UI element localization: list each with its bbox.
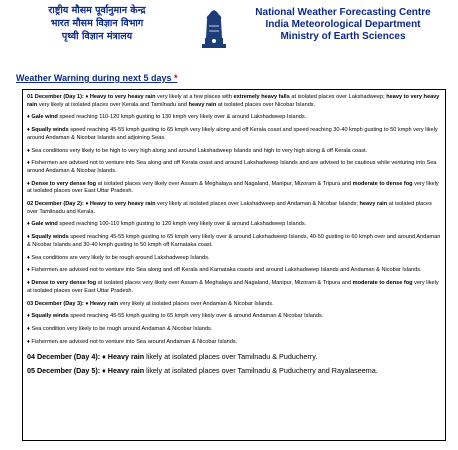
day3-rain-text: very likely at isolated places over Andaman & Nicobar Islands.	[118, 300, 274, 307]
day1-sea	[27, 148, 441, 156]
day2-rain-bold: ♦ Heavy to very heavy rain	[85, 201, 156, 208]
day1-fog-text: at isolated places very likely over Assam & Meghalaya and Nagaland, Manipur, Mizoram & Tripura and	[96, 180, 353, 187]
day2-sea-text: ♦ Sea conditions are very likely to be rough around Lakshadweep Islands.	[27, 254, 210, 261]
day3-squally-bold: ♦ Squally winds	[27, 313, 69, 320]
day2-squally-bold: ♦ Squally winds	[27, 234, 69, 241]
day1-gale	[27, 114, 441, 122]
warning-heading	[16, 73, 178, 83]
day4-rain-text: likely at isolated places over Tamilnadu & Puducherry.	[144, 351, 318, 361]
day1-rain-bold: heavy to very heavy rain	[27, 94, 440, 108]
day1-rain-bold: heavy rain	[188, 101, 217, 108]
day1-rain-bold: ♦ Heavy to very heavy rain	[85, 94, 156, 100]
day3-squally	[27, 313, 441, 321]
day5-rain	[27, 366, 441, 375]
day5-rain-bold: ♦ Heavy rain	[102, 365, 145, 375]
day1-rain-text: at isolated places over Lakshadweep;	[289, 94, 387, 100]
day1-fog-bold: moderate to dense fog	[352, 180, 413, 187]
warning-heading-text: Weather Warning during next 5 days	[16, 73, 172, 83]
english-line: Ministry of Earth Sciences	[280, 31, 406, 42]
heading-asterisk: *	[174, 73, 178, 83]
day5-label: 05 December (Day 5):	[27, 365, 101, 375]
day2-gale-bold: ♦ Gale wind	[27, 221, 58, 228]
day1-label: 01 December (Day 1):	[27, 94, 84, 100]
day1-sea-text: ♦ Sea conditions very likely to be high to very high along and around Lakshadweep Islands and high to very high along & off Kerala coast.	[27, 147, 368, 154]
day3-sea-text: ♦ Sea condition very likely to be rough around Andaman & Nicobar Islands.	[27, 326, 213, 333]
day1-squally	[27, 127, 441, 142]
english-line: National Weather Forecasting Centre	[255, 7, 431, 18]
day2-rain-text: at isolated places over Tamilnadu and Kerala.	[27, 201, 432, 215]
day1-squally-text: speed reaching 45-55 kmph gusting to 65 kmph very likely along and off Kerala coast and speed reaching 30-40 kmph gusting to 50 kmph very likely around Andaman & Nicobar Islands and adjoining Seas.	[27, 127, 438, 141]
day1-fog-text: very likely at isolated places over East Uttar Pradesh.	[27, 180, 439, 195]
warning-box	[22, 89, 446, 441]
day2-rain-text: very likely at isolated places over Lakshadweep and Andaman & Nicobar Islands;	[155, 201, 360, 208]
day2-label: 02 December (Day 2):	[27, 201, 84, 208]
day2-fog-bold: ♦ Dense to very dense fog	[27, 280, 97, 287]
day1-rain-text: at isolated places over Nicobar Islands.	[216, 101, 316, 108]
page-header	[0, 0, 458, 60]
day1-rain-bold: extremely heavy falls	[233, 94, 290, 100]
day1-fog	[27, 181, 441, 196]
day1-gale-text: speed reaching 110-120 kmph gusting to 130 kmph very likely over & around Lakshadweep Islands.	[57, 114, 307, 121]
hindi-line: भारत मौसम विज्ञान विभाग	[50, 18, 144, 29]
day1-fog-bold: ♦ Dense to very dense fog	[27, 180, 97, 187]
day1-rain-text: very likely at isolated places over Kerala and Tamilnadu and	[37, 101, 189, 108]
day4-label: 04 December (Day 4):	[27, 351, 101, 361]
day2-fog-bold: moderate to dense fog	[352, 280, 413, 287]
national-emblem-icon	[199, 4, 229, 52]
day3-fishermen	[27, 339, 441, 347]
day1-rain-text: very likely at a few places with	[155, 94, 234, 100]
day2-squally	[27, 234, 441, 249]
day5-rain-text: likely at isolated places over Tamilnadu & Puducherry and Rayalaseema.	[144, 365, 378, 375]
day3-squally-text: speed reaching 45-55 kmph gusting to 65 kmph very likely over & around Andaman & Nicobar Islands.	[68, 313, 324, 320]
hindi-line: पृथ्वी विज्ञान मंत्रालय	[61, 31, 133, 42]
day2-fog	[27, 280, 441, 295]
day3-rain	[27, 301, 441, 309]
day3-fishermen-text: ♦ Fishermen are advised not to venture into Sea around Andaman & Nicobar Islands.	[27, 338, 238, 345]
day2-fishermen-text: ♦ Fishermen are advised not to venture into Sea along and off Kerala and Karnataka coasts and around Lakshadweep Islands and Andaman & Nicobar Islands.	[27, 267, 422, 274]
day4-rain-bold: ♦ Heavy rain	[102, 351, 145, 361]
day3-sea	[27, 326, 441, 334]
day2-rain	[27, 201, 441, 216]
day1-rain	[27, 94, 441, 109]
day4-rain	[27, 352, 441, 361]
day2-fog-text: very likely at isolated places over East Uttar Pradesh.	[27, 280, 439, 294]
english-line: India Meteorological Department	[265, 19, 421, 30]
hindi-title-block	[22, 4, 172, 43]
day2-fishermen	[27, 267, 441, 275]
day3-label: 03 December (Day 3):	[27, 300, 84, 307]
day2-fog-text: at isolated places very likely over Assam & Meghalaya and Nagaland, Manipur, Mizoram & Tripura and	[96, 280, 353, 287]
day1-squally-bold: ♦ Squally winds	[27, 127, 69, 134]
day1-gale-bold: ♦ Gale wind	[27, 114, 58, 121]
day1-fishermen-text: ♦ Fishermen are advised not to venture into Sea along and off Kerala coast and around Lakshadweep Islands and are advised to be cautious while venturing into Sea around Andaman & Nicobar Islands.	[27, 160, 437, 174]
english-title-block	[238, 7, 448, 43]
day2-rain-bold: heavy rain	[359, 201, 388, 208]
day2-gale-text: speed reaching 100-110 kmph gusting to 120 kmph very likely over & around Lakshadweep Islands.	[57, 221, 307, 228]
day2-sea	[27, 255, 441, 263]
day2-gale	[27, 221, 441, 229]
hindi-line: राष्ट्रीय मौसम पूर्वानुमान केन्द्र	[48, 5, 146, 16]
day3-rain-bold: ♦ Heavy rain	[85, 300, 119, 307]
day1-fishermen	[27, 160, 441, 175]
day2-squally-text: speed reaching 45-55 kmph gusting to 65 kmph very likely over & around Lakshadweep Islands, 40-50 gusting to 60 kmph over and around Andaman & Nicobar Islands and 30-40 kmph gusting to 50 kmph off Karnataka coast.	[27, 234, 441, 248]
